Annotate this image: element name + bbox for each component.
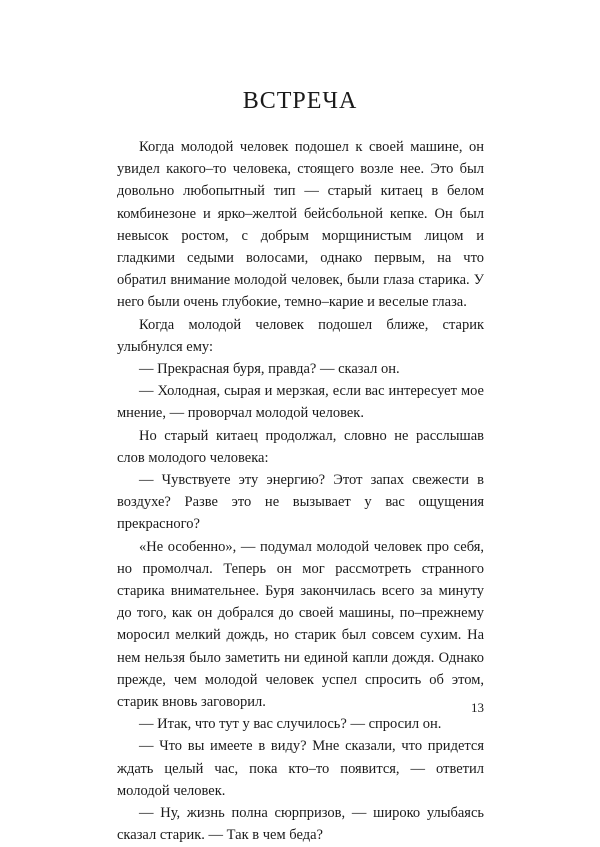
paragraph: Когда молодой человек подошел к своей машине, он увидел какого–то человека, стоящего возле нее. Это был довольно любопытный тип — старый китаец в белом комбинезоне и ярко–желтой бейсбольной кепке. Он был невысок ростом, с добрым морщинистым лицом и гладкими седыми волосами, однако первым, на что обратил внимание молодой человек, были глаза старика. У него были очень глубокие, темно–карие и веселые глаза. xyxy=(117,139,484,311)
paragraph: Но старый китаец продолжал, словно не расслышав слов молодого человека: xyxy=(117,427,484,466)
paragraph: Когда молодой человек подошел ближе, старик улыбнулся ему: xyxy=(117,316,484,355)
paragraph: «Не особенно», — подумал молодой человек про себя, но промолчал. Теперь он мог рассмотреть странного старика внимательнее. Буря закончилась всего за минуту до того, как он добрался до своей машины, по–прежнему моросил мелкий дождь, но старик был совсем сухим. На нем нельзя было заметить ни единой капли дождя. Однако прежде, чем молодой человек успел спросить об этом, старик вновь заговорил. xyxy=(117,538,484,711)
paragraph: — Что вы имеете в виду? Мне сказали, что придется ждать целый час, пока кто–то появится, — ответил молодой человек. xyxy=(117,738,484,799)
chapter-title: ВСТРЕЧА xyxy=(242,88,358,114)
chapter-body xyxy=(117,136,484,847)
paragraph: — Прекрасная буря, правда? — сказал он. xyxy=(139,361,400,378)
paragraph: — Итак, что тут у вас случилось? — спросил он. xyxy=(139,716,442,733)
paragraph: — Ну, жизнь полна сюрпризов, — широко улыбаясь сказал старик. — Так в чем беда? xyxy=(117,805,484,844)
paragraph: — Холодная, сырая и мерзкая, если вас интересует мое мнение, — проворчал молодой человек. xyxy=(117,383,484,422)
page-number: 13 xyxy=(471,700,484,715)
paragraph: — Чувствуете эту энергию? Этот запах свежести в воздухе? Разве это не вызывает у вас ощущения прекрасного? xyxy=(117,472,484,533)
